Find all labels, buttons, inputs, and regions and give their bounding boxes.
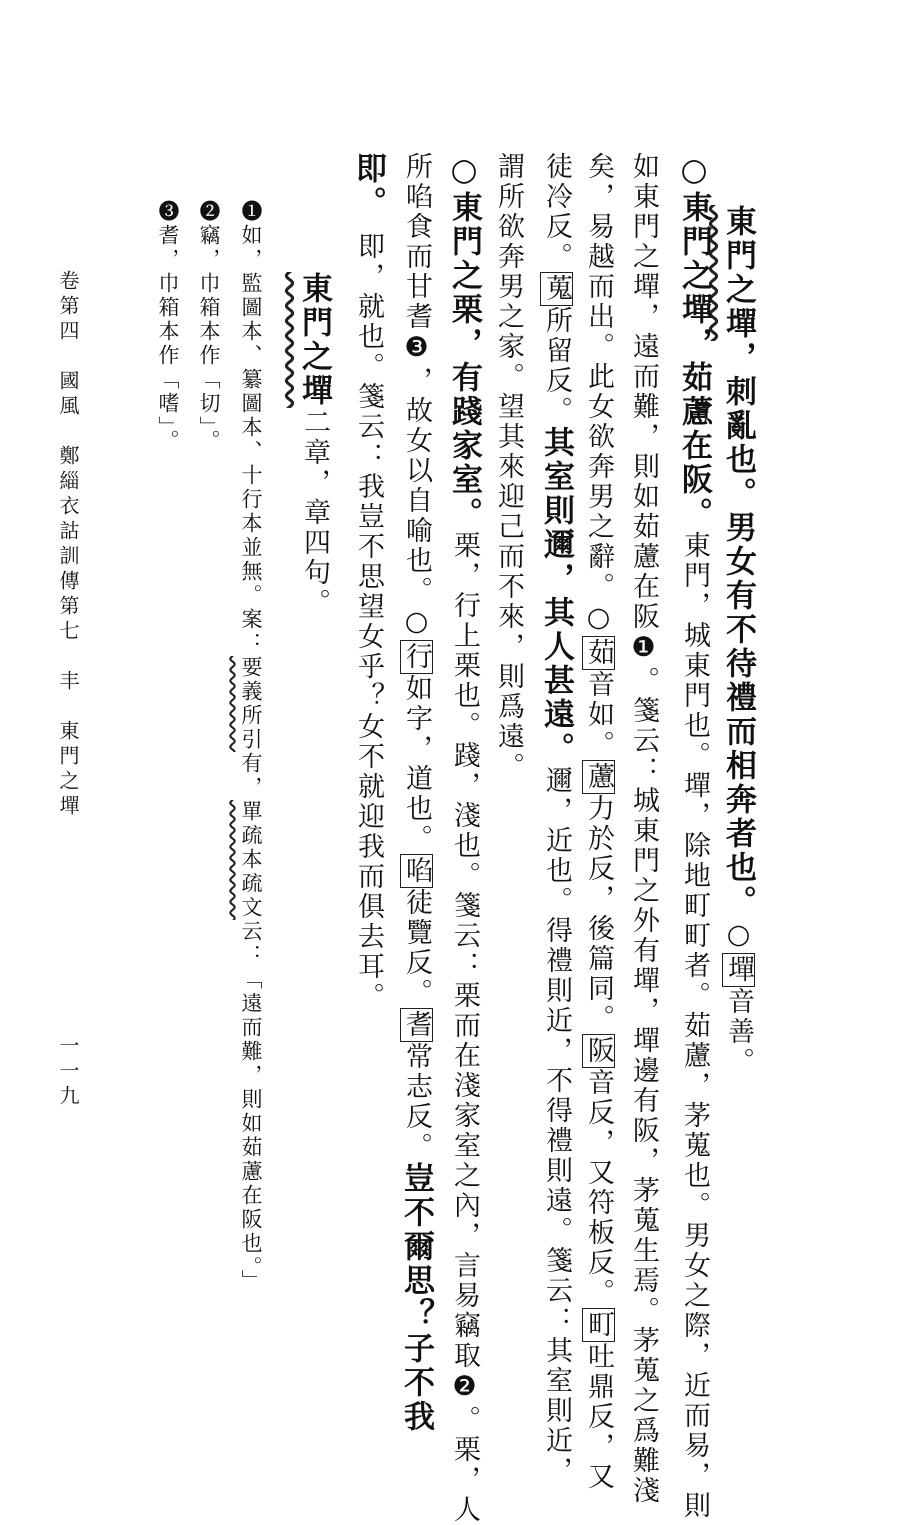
verse-bold: ○東門之栗，有踐家室。 [446, 152, 482, 531]
footnote-source: 要義所引 [239, 656, 263, 752]
boxed-gloss-char: 茹 [583, 638, 614, 668]
commentary-text: 栗，行上栗也。踐，淺也。箋云：栗而在淺家室之內，言易竊取 [449, 531, 480, 1371]
gloss-text: 音善。 [723, 987, 754, 1077]
boxed-gloss-char: 藘 [583, 762, 614, 792]
commentary-text: 邇，近也。得禮則近，不得禮則遠。箋云：其室則近， [541, 766, 572, 1486]
commentary-text: 。栗，人 [449, 1405, 480, 1525]
boxed-gloss-char: 行 [401, 642, 432, 672]
poem-title: 東門之墠 [720, 205, 756, 341]
preface-text: ，刺亂也。男女有不待禮而相奔者也。 [720, 341, 756, 919]
running-head: 卷第四 國風 鄭緇衣詁訓傳第七 丰 東門之墠 [56, 270, 80, 820]
footnote-2 [198, 200, 219, 454]
commentary-text: 即，就也。箋云：我豈不思望女乎？女不就迎我而俱去耳。 [353, 232, 384, 1012]
gloss-text: 音如。 [583, 670, 614, 760]
poem-title: 東門之墠 [296, 272, 332, 408]
gloss-text: 徒覽反。 [401, 888, 432, 1008]
text-column-2 [676, 152, 712, 1521]
footnote-text: ❶如，監圖本、纂圖本、十行本並無。案： [239, 200, 263, 656]
boxed-gloss-char: 町 [583, 1310, 614, 1340]
footnote-marker: ❶ [628, 632, 659, 666]
gloss-text: 常志反。 [401, 1042, 432, 1162]
gloss-text: 徒冷反。 [541, 152, 572, 272]
footnote-marker: ❸ [401, 332, 432, 366]
footnote-1 [240, 200, 261, 1294]
text-column-3 [630, 152, 657, 1506]
text-column-4 [585, 152, 612, 1492]
chapter-count-text: 二章，章四句。 [299, 408, 330, 618]
poem-title-line [720, 205, 756, 1077]
gloss-text: 所留反。 [541, 306, 572, 426]
commentary-text: 矣，易越而出。此女欲奔男之辭。○ [583, 152, 614, 636]
boxed-gloss-char: 耆 [401, 1010, 432, 1040]
verse-bold: 即。 [350, 152, 386, 220]
footnote-marker: ❷ [449, 1371, 480, 1405]
boxed-gloss-char: 蒐 [541, 274, 572, 304]
text-column-8 [398, 152, 434, 1434]
gloss-text: 如字，道也。 [401, 674, 432, 854]
text-column-6 [495, 152, 522, 782]
commentary-text: 所啗食而甘耆 [401, 152, 432, 332]
text-column-9 [350, 152, 386, 1012]
commentary-text: 東門，城東門也。墠，除地町町者。茹藘，茅蒐也。男女之際，近而易，則 [679, 531, 710, 1521]
footnote-text: ❷竊，巾箱本作「切」。 [197, 200, 221, 454]
footnote-text: ❸耆，巾箱本作「嗜」。 [156, 200, 180, 454]
gloss-text: 力於反，後篇同。 [583, 794, 614, 1034]
boxed-gloss-char: 墠 [723, 955, 754, 985]
circle-mark: ○ [723, 919, 754, 953]
gloss-text: 音反，又符板反。 [583, 1068, 614, 1308]
commentary-text: 謂所欲奔男之家。望其來迎己而不來，則爲遠。 [493, 152, 524, 782]
verse-bold: 其室則邇，其人甚遠。 [538, 426, 574, 766]
commentary-text: ，故女以自喻也。○ [401, 366, 432, 640]
boxed-gloss-char: 啗 [401, 856, 432, 886]
text-column-7 [446, 152, 482, 1525]
verse-bold: ○東門之墠，茹藘在阪。 [676, 152, 712, 531]
verse-bold: 豈不爾思？子不我 [398, 1162, 434, 1434]
page-number: 一一九 [56, 1035, 80, 1110]
text-column-5 [538, 152, 574, 1486]
commentary-text: 。箋云：城東門之外有墠，墠邊有阪，茅蒐生焉。茅蒐之爲難淺 [628, 666, 659, 1506]
boxed-gloss-char: 阪 [583, 1036, 614, 1066]
commentary-text: 如東門之墠，遠而難，則如茹藘在阪 [628, 152, 659, 632]
footnote-text: 有， [239, 752, 263, 800]
footnote-3 [157, 200, 178, 454]
footnote-source: 單疏本疏文 [239, 800, 263, 920]
gloss-text: 吐鼎反，又 [583, 1342, 614, 1492]
footnote-text: 云：「遠而難，則如茹藘在阪也。」 [239, 920, 263, 1294]
chapter-count-line [296, 272, 332, 618]
